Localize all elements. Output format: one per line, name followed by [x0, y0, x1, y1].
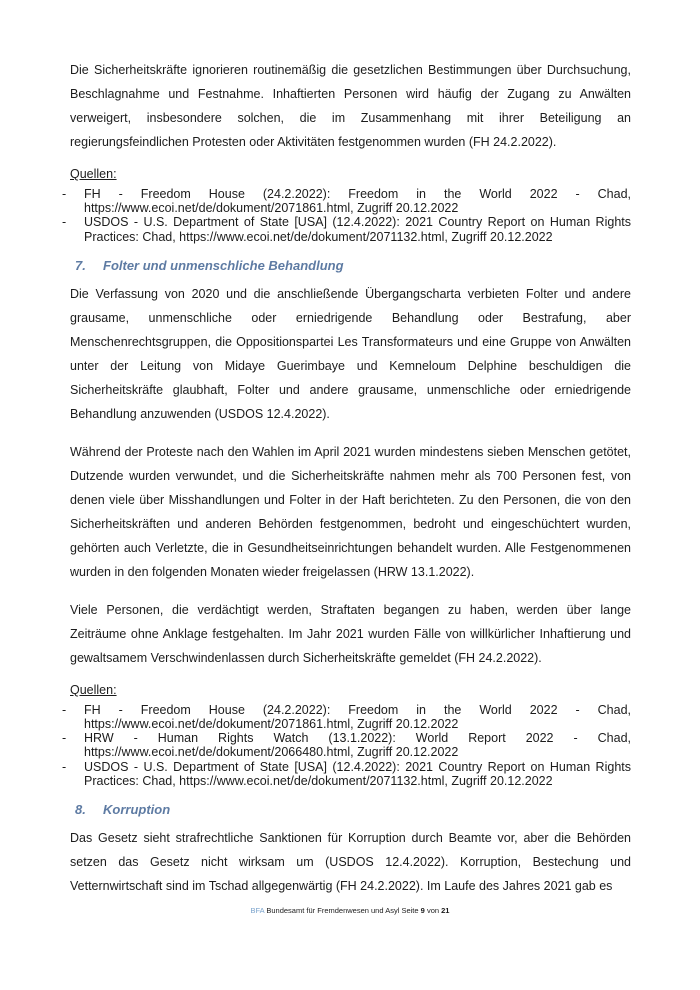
source-list-item [62, 187, 631, 215]
page-footer [0, 906, 700, 916]
section-heading-korruption [75, 802, 631, 818]
footer-page-label: Seite [401, 906, 419, 915]
body-paragraph-corruption: Das Gesetz sieht strafrechtliche Sanktionen für Korruption durch Beamte vor, aber die Behörden setzen das Gesetz nicht wirksam um (USDOS 12.4.2022). Korruption, Bestechung und Vetternwirtschaft sind im Tschad allgegenwärtig (FH 24.2.2022). Im Laufe des Jahres 2021 gab es [70, 831, 631, 894]
bullet-dash: - [62, 759, 67, 774]
source-citation: FH - Freedom House (24.2.2022): Freedom in the World 2022 - Chad, https://www.ecoi.net/de/dokument/2071861.html, Zugriff 20.12.2022 [84, 187, 631, 216]
source-citation: USDOS - U.S. Department of State [USA] (12.4.2022): 2021 Country Report on Human Rights Practices: Chad, https://www.ecoi.net/de/dokument/2071132.html, Zugriff 20.12.2022 [84, 759, 631, 788]
bullet-dash: - [62, 731, 67, 746]
footer-brand: BFA [250, 906, 265, 915]
sources-list [62, 703, 631, 788]
source-citation: USDOS - U.S. Department of State [USA] (12.4.2022): 2021 Country Report on Human Rights Practices: Chad, https://www.ecoi.net/de/dokument/2071132.html, Zugriff 20.12.2022 [84, 215, 631, 244]
body-paragraph-detention: Die Sicherheitskräfte ignorieren routinemäßig die gesetzlichen Bestimmungen über Durchsuchung, Beschlagnahme und Festnahme. Inhaftierten Personen wird häufig der Zugang zu Anwälten verweigert, insbesondere solchen, die im Zusammenhang mit ihrer Beteiligung an regierungsfeindlichen Protesten oder Aktivitäten festgenommen wurden (FH 24.2.2022). [70, 63, 631, 149]
footer-page-total: 21 [441, 906, 450, 915]
source-citation: HRW - Human Rights Watch (13.1.2022): World Report 2022 - Chad, https://www.ecoi.net/de/dokument/2066480.html, Zugriff 20.12.2022 [84, 731, 631, 760]
sources-list [62, 187, 631, 244]
heading-number: 7. [75, 257, 86, 273]
heading-title: Korruption [103, 802, 171, 818]
body-paragraph-detention-without-charge: Viele Personen, die verdächtigt werden, Straftaten begangen zu haben, werden über lange Zeiträume ohne Anklage festgehalten. Im Jahr 2021 wurden Fälle von willkürlicher Inhaftierung und gewaltsamem Verschwindenlassen durch Sicherheitskräfte gemeldet (FH 24.2.2022). [70, 602, 631, 665]
footer-page-current: 9 [420, 906, 425, 915]
source-citation: FH - Freedom House (24.2.2022): Freedom in the World 2022 - Chad, https://www.ecoi.net/de/dokument/2071861.html, Zugriff 20.12.2022 [84, 702, 631, 732]
source-list-item [62, 215, 631, 243]
body-paragraph-protests: Während der Proteste nach den Wahlen im April 2021 wurden mindestens sieben Menschen getötet, Dutzende wurden verwundet, und die Sicherheitskräfte nahmen mehr als 700 Personen fest, von denen viele über Misshandlungen und Folter in der Haft berichteten. Zu den Personen, die von den Sicherheitskräften und anderen Behörden festgenommen, bedroht und eingeschüchtert wurden, gehörten auch Verletzte, die in Gesundheitseinrichtungen behandelt wurden. Alle Festgenommenen wurden in den folgenden Monaten wieder freigelassen (HRW 13.1.2022). [70, 444, 631, 579]
page-content [62, 0, 631, 898]
bullet-dash: - [62, 187, 67, 201]
source-list-item [62, 703, 631, 731]
source-list-item [62, 760, 631, 788]
section-heading-folter [75, 258, 631, 274]
source-list-item [62, 731, 631, 759]
heading-number: 8. [75, 802, 86, 818]
body-paragraph-torture-ban: Die Verfassung von 2020 und die anschließende Übergangscharta verbieten Folter und andere grausame, unmenschliche oder erniedrigende Behandlung oder Bestrafung, aber Menschenrechtsgruppen, die Oppositionspartei Les Transformateurs und eine Gruppe von Anwälten unter der Leitung von Midaye Guerimbaye und Kemneloum Delphine beschuldigen die Sicherheitskräfte glaubhaft, Folter und andere grausame, unmenschliche oder erniedrigende Behandlung anzuwenden (USDOS 12.4.2022). [70, 286, 631, 421]
sources-label: Quellen: [70, 167, 117, 181]
bullet-dash: - [62, 215, 67, 230]
footer-of-label: von [426, 906, 440, 915]
bullet-dash: - [62, 702, 67, 717]
heading-title: Folter und unmenschliche Behandlung [103, 257, 344, 273]
footer-department: Bundesamt für Fremdenwesen und Asyl [266, 906, 400, 915]
sources-label: Quellen: [70, 682, 117, 697]
